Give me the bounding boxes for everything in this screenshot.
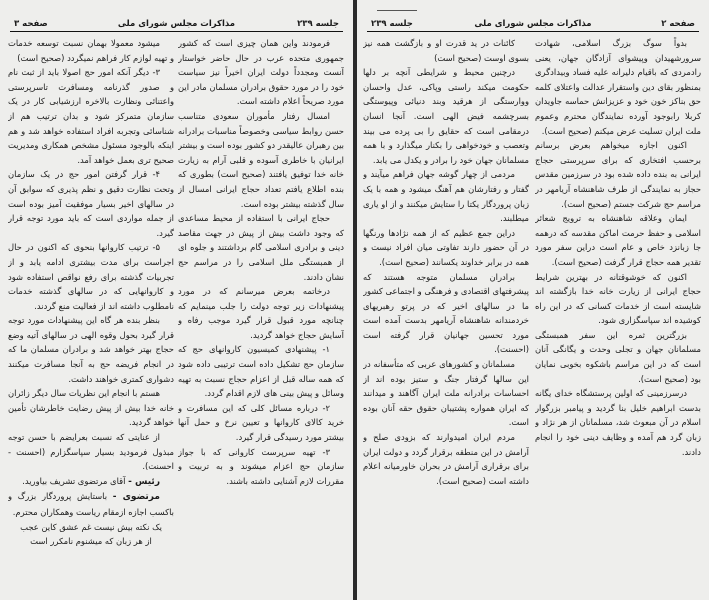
divider bbox=[377, 10, 417, 11]
text-column bbox=[535, 36, 701, 600]
speaker-name: رئیس - bbox=[128, 476, 160, 487]
paragraph bbox=[8, 474, 174, 490]
paragraph bbox=[8, 167, 174, 240]
paragraph-text: حجاج ایرانی با استفاده از محیط مساعدی که وجود داشت بیش از پیش در جهت مقاصد دینی و برادری اسلامی گام برداشتند و جلوه ای از همبستگی ملل اسلامی را در مراسم حج نشان دادند. bbox=[178, 213, 344, 282]
paragraph bbox=[363, 36, 529, 65]
page-header bbox=[10, 17, 343, 32]
paragraph-text: درخاتمه بعرض میرسانم که در مورد پیشنهادات زیر توجه دولت را جلب مینمایم که چنانچه مورد قبول قرار گیرد موجب رفاه و آسایش حجاج خواهد گردید. bbox=[178, 286, 344, 340]
paragraph-text: ۱- پیشنهادی کمیسیون کاروانهای حج که سازمان حج تشکیل داده است ترتیبی داده شود که همه ساله قبل از اعزام حجاج نسبت به تهیه وسائل و پیش بینی های لازم اقدام گردد. bbox=[178, 344, 344, 399]
paragraph bbox=[178, 284, 344, 342]
paragraph bbox=[535, 138, 701, 211]
paragraph-text: برادران مسلمان متوجه هستند که پیشرفتهای اقتصادی و فرهنگی و اجتماعی کشور ما در سالهای اخیر که در پرتو رهبریهای خردمندانه شاهنشاه آریامهر بدست آمده است مورد تحسین جهانیان قرار گرفته است (احسنت). bbox=[363, 271, 529, 355]
paragraph bbox=[363, 65, 529, 167]
paragraph-text: اکنون که خوشوقتانه در بهترین شرایط حجاج ایرانی از زیارت خانه خدا بازگشته اند شایسته است از خدمات کسانی که در این راه کوشیده اند سپاسگزاری شود. bbox=[535, 271, 701, 326]
paragraph bbox=[363, 167, 529, 225]
paragraph bbox=[535, 211, 701, 269]
text-column bbox=[363, 36, 529, 600]
paragraph bbox=[535, 270, 701, 328]
paragraph bbox=[8, 489, 174, 519]
paragraph-text: ۳- دیگر آنکه امور حج اصولا باید از ثبت نام و صدور گذرنامه ومسافرت تاسرپرستی واعتنائی ونظارت بالاخره ارزشیابی کار در یک سازمان متمرکز شود و بدان ترتیب هم از شناسائی وتجربه افراد استفاده خواهد شد و هم اینکه بالوجود مسئول مشخص همکاری ومدیریت صحیح تری بعمل خواهد آمد. bbox=[8, 67, 174, 165]
paragraph bbox=[535, 36, 701, 138]
paragraph-text: درچنین محیط و شرایطی آنچه بر دلها حکومت میکند راستی وپاکی، عدل واحسان ووارستگی از هرقید وبند دنیائی وپیوستگی بسرچشمه فیض الهی است. آنجا انسان درمقامی است که حقایق را بی پرده می بیند وتعصب و خودخواهی را بکنار میگذارد و با همه مسلمانان جهان خود را برادر و یکدل می یابد. bbox=[363, 67, 529, 165]
paragraph-text: بزرگترین ثمره این سفر همبستگی مسلمانان جهان و تجلی وحدت و یگانگی آنان است که در این مراسم باشکوه بخوبی نمایان بود (صحیح است). bbox=[535, 329, 701, 384]
paragraph-text: اکنون اجازه میخواهم بعرض برسانم برحسب افتخاری که برای سرپرستی حجاج ایرانی به بنده داده شده بود در سرزمین مقدس حجاز به نمایندگی از طرف شاهنشاه آریامهر در مراسم حج شرکت جستم (صحیح است). bbox=[535, 140, 701, 209]
verse-line: از هر زبان که میشنوم نامکرر است bbox=[30, 536, 152, 547]
paragraph-text: کائنات در ید قدرت او و بازگشت همه نیز بسوی اوست (صحیح است) bbox=[363, 38, 529, 63]
paragraph-text: ۵- ترتیب کاروانها بنحوی که اکنون در حال اجراست برای مدت بیشتری ادامه یابد و از تجربیات گذشته برای رفع نواقص استفاده شود و کاروانهایی که در سالهای گذشته خدمات نامطلوب داشته اند از فعالیت منع گردند. bbox=[8, 242, 174, 311]
paragraph bbox=[535, 386, 701, 459]
paragraph-text: مسلمانان و کشورهای عربی که متأسفانه در این سالها گرفتار جنگ و ستیز بوده اند از احساسات برادرانه ملت ایران آگاهند و میدانند که ایران همواره پشتیبان حقوق حقه آنان بوده است. bbox=[363, 359, 529, 428]
paragraph bbox=[363, 270, 529, 358]
paragraph-text: مردمی از چهار گوشه جهان فراهم میآیند و گفتار و رفتارشان هم آهنگ میشود و همه با یک زبان پروردگار یکتا را ستایش میکنند و از او یاری میطلبند. bbox=[363, 169, 529, 224]
left-page bbox=[0, 0, 353, 600]
page-number: صفحه ۳ bbox=[14, 19, 48, 29]
text-column bbox=[178, 36, 344, 600]
paragraph bbox=[363, 226, 529, 270]
paragraph bbox=[363, 357, 529, 430]
paragraph-text: میشود معمولا بهمان نسبت توسعه خدمات و تهیه لوازم کار فراهم نمیگردد (صحیح است) bbox=[8, 38, 174, 63]
paragraph bbox=[178, 342, 344, 400]
paragraph bbox=[178, 109, 344, 211]
verse-line: یک نکته بیش نیست غم عشق کاین عجب bbox=[20, 521, 162, 532]
paragraph-text: مردم ایران امیدوارند که بزودی صلح و آرامش در این منطقه برقرار گردد و دولت ایران برای برقراری آرامش در بحران خاورمیانه اعلام داشته است (صحیح است). bbox=[363, 432, 529, 486]
paragraph bbox=[8, 313, 174, 386]
publication-title: مذاکرات مجلس شورای ملی bbox=[474, 19, 592, 29]
paragraph-text: دراین جمع عظیم که از همه نژادها ورنگها در آن حضور دارند تفاوتی میان افراد نیست و همه در برابر خداوند یکسانند (صحیح است). bbox=[363, 227, 529, 267]
paragraph-text: آقای مرتضوی تشریف بیاورید. bbox=[22, 475, 126, 486]
paragraph-text: امسال رفتار مأموران سعودی متناسب حسن روابط سیاسی وخصوصاً مناسبات برادرانه بین رهبران عالیقدر دو کشور بوده است و بیشتر ایرانیان با خاطری آسوده و قلبی آرام به زیارت خانه خدا توفیق یافتند (صحیح است) بطوری که بنده اطلاع یافتم تعداد حجاج ایرانی امسال از سال گذشته بیشتر بوده است. bbox=[178, 110, 344, 209]
paragraph bbox=[178, 36, 344, 109]
paragraph-text: ۳- تهیه سرپرست کاروانی که با جواز سازمان حج اعزام میشوند و به تربیت و مقررات لازم آشنایی داشته باشند. bbox=[178, 446, 344, 486]
paragraph bbox=[8, 430, 174, 474]
text-column bbox=[8, 36, 174, 600]
paragraph-text: از عنایتی که نسبت بعرایضم با حسن توجه مبذول فرمودید بسیار سپاسگزارم (احسنت - احسنت). bbox=[8, 432, 174, 472]
right-page bbox=[357, 0, 709, 600]
publication-title: مذاکرات مجلس شورای ملی bbox=[117, 19, 236, 29]
paragraph bbox=[178, 211, 344, 284]
paragraph-text: ایمان وعلاقه شاهنشاه به ترویج شعائر اسلامی و حفظ حرمت اماکن مقدسه که درهمه جا زبانزد خاص و عام است دراین سفر مورد تقدیر همه حجاج قرار گرفت (صحیح است). bbox=[535, 213, 701, 267]
page-header bbox=[367, 17, 699, 32]
session-number: جلسه ۲۳۹ bbox=[371, 19, 413, 29]
paragraph-text: درسرزمینی که اولین پرستشگاه خدای یگانه بدست ابراهیم خلیل بنا گردید و پیامبر بزرگوار اسلام در آن مبعوث شد، مسلمانان از هر نژاد و زبان گرد هم آمده و وظایف دینی خود را انجام دادند. bbox=[535, 388, 701, 457]
paragraph bbox=[535, 328, 701, 386]
speaker-name: مرتضوی - bbox=[112, 492, 160, 503]
paragraph bbox=[8, 65, 174, 167]
paragraph-text: ۴- قرار گرفتن امور حج در یک سازمان وتحت نظارت دقیق و نظم پذیری که سوابق آن در سالهای اخیر بسیار موفقیت آمیز بوده است از جمله مواردی است که باید مورد توجه قرار گیرد. bbox=[8, 169, 174, 238]
paragraph bbox=[8, 386, 174, 430]
session-number: جلسه ۲۳۹ bbox=[297, 19, 339, 29]
paragraph bbox=[178, 445, 344, 489]
page-number: صفحه ۲ bbox=[661, 19, 695, 29]
paragraph bbox=[8, 240, 174, 313]
paragraph bbox=[8, 36, 174, 65]
paragraph-text: فرمودند واین همان چیزی است که کشور جمهوری متحده عرب در حال حاضر خواستار آنست ومجدداً دولت ایران اخیراً نیز سیاست خود را در مورد حقوق برادران مسلمان مادر این مورد صریحاً اعلام داشته است. bbox=[178, 38, 344, 107]
paragraph bbox=[178, 401, 344, 445]
paragraph-text: ۲- درباره مسائل کلی که این مسافرت و خرید کالای کاروانها و تعیین نرخ و حمل آنها بیشتر مورد رسیدگی قرار گیرد. bbox=[178, 402, 344, 443]
paragraph-text: هستم با انجام این نظریات سال دیگر زائران خانه خدا بیش از پیش رضایت خاطرشان تأمین خواهد گردید. bbox=[8, 388, 174, 428]
paragraph-text: بنظر بنده هر گاه این پیشنهادات مورد توجه قرار گیرد بحول وقوه الهی در سالهای آتیه وضع حجاج بهتر خواهد شد و برادران مسلمان ما که در انجام فریضه حج به آنجا مسافرت میکنند دشواری کمتری خواهند داشت. bbox=[8, 315, 174, 384]
paragraph bbox=[363, 430, 529, 488]
paragraph-text: بدواً سوگ بزرگ اسلامی، شهادت سرورشهیدان وپیشوای آزادگان جهان، یعنی رادمردی که باقیام دلیرانه علیه فساد وبیدادگری بمنظور بقای دین واستقرار عدالت واعتلای کلمه حق بناکز خون خود و عزیزانش حماسه جاویدان کربلا رابوجود آورده نمایندگان محترم وعموم ملت ایران تسلیت عرض میکنم (صحیح است). bbox=[535, 38, 701, 136]
paragraph-text: باستایش پروردگار بزرگ و باکسب اجازه ازمقام ریاست وهمکاران محترم. bbox=[8, 491, 174, 517]
